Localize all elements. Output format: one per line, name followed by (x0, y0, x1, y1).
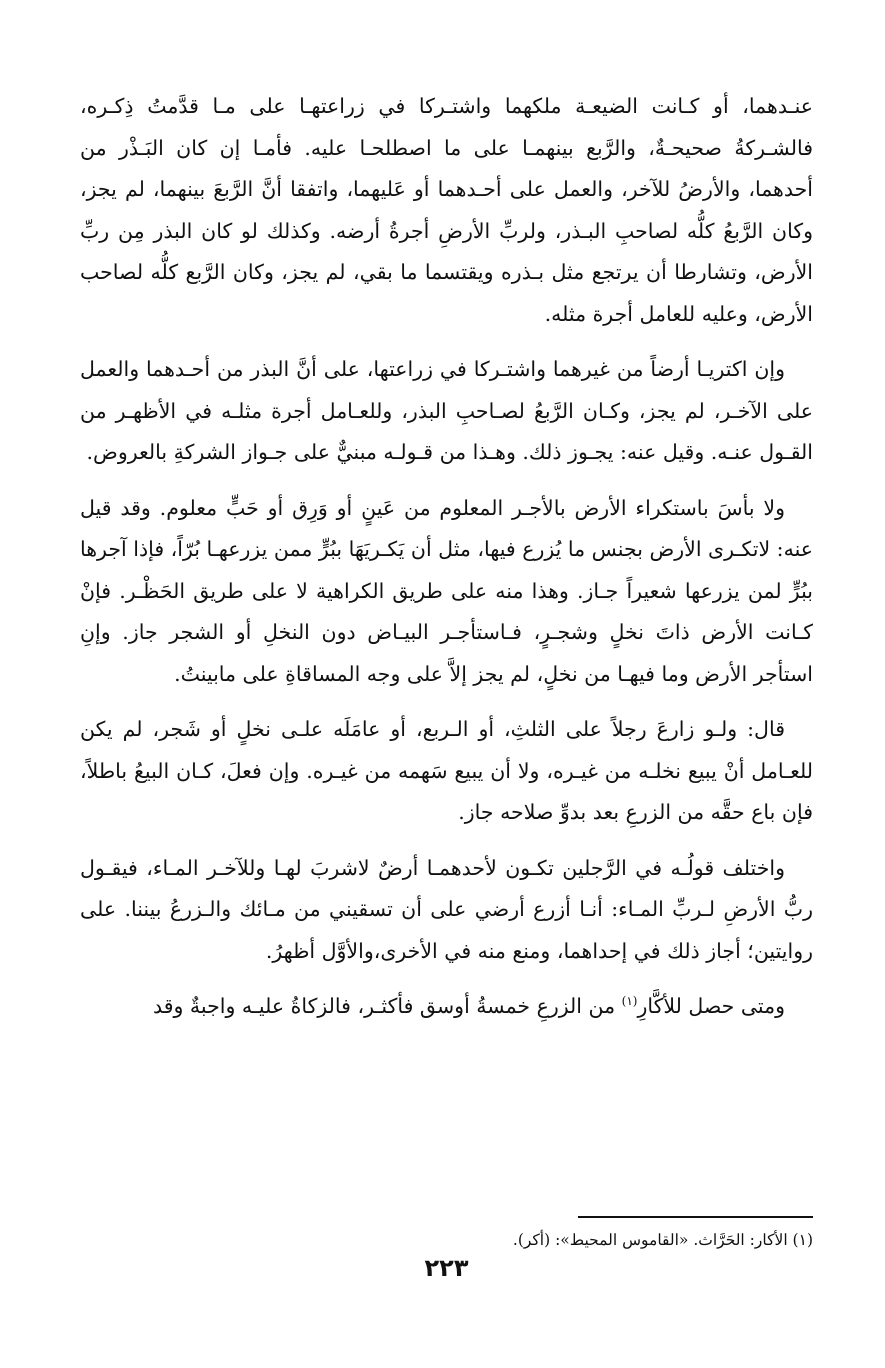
paragraph-5: واختلف قولُـه في الرَّجلين تكـون لأحدهمـا أرضٌ لاشربَ لهـا وللآخـر المـاء، فيقـول ربُّ الأرضِ لـربِّ المـاء: أنـا أزرع أرضي على أن تسقيني من مـائك والـزرعُ بيننا. على روايتين؛ أجاز ذلك في إحداهما، ومنع منه في الأخرى،والأوَّل أظهرُ. (80, 855, 813, 963)
main-text (80, 86, 813, 1028)
book-page (80, 86, 813, 1368)
page-number: ٢٢٣ (424, 1254, 469, 1282)
paragraph-2: وإن اكتريـا أرضاً من غيرهما واشتـركا في زراعتها، على أنَّ البذر من أحـدهما والعمل على الآخـر، لم يجز، وكـان الرَّبعُ لصـاحبِ البذر، وللعـامل أجرة مثلـه في الأظهـر من القـول عنـه. وقيل عنه: يجـوز ذلك. وهـذا من قـولـه مبنيٌّ على جـواز الشركةِ بالعروض. (80, 357, 813, 464)
paragraph-6 (80, 986, 813, 1028)
paragraph-4: قال: ولـو زارعَ رجلاً على الثلثِ، أو الـربع، أو عامَلَه علـى نخلٍ أو شَجر، لم يكن للعـامل أنْ يبيع نخلـه من غيـره، ولا أن يبيع سَهمه من غيـره. وإن فعلَ، كـان البيعُ باطلاً، فإن باع حقَّه من الزرعِ بعد بدوِّ صلاحه جاز. (80, 717, 813, 824)
paragraph-6-tail: من الزرعِ خمسةُ أوسق فأكثـر، فالزكاةُ عليـه واجبةٌ وقد (152, 994, 622, 1018)
paragraph-6-start: ومتى حصل للأكَّارِ (637, 994, 785, 1018)
footnote-divider (578, 1216, 813, 1218)
paragraph-1: عنـدهما، أو كـانت الضيعـة ملكهما واشتـركا في زراعتهـا على مـا قدَّمتُ ذِكـره، فالشـركةُ صحيحـةٌ، والرَّبع بينهمـا على ما اصطلحـا عليه. فأمـا إن كان البَـذْر من أحدهما، والأرضُ للآخر، والعمل على أحـدهما أو عَليهما، واتفقا أنَّ الرَّبعَ بينهما، لم يجز، وكان الرَّبعُ كلُّه لصاحبِ البـذر، ولربِّ الأرضِ أجرةُ أرضه. وكذلك لو كان البذر مِن ربِّ الأرض، وتشارطا أن يرتجع مثل بـذره ويقتسما ما بقي، لم يجز، وكان الرَّبع كلُّه لصاحب الأرض، وعليه للعامل أجرة مثله. (80, 94, 813, 326)
footnote: (١) الأكار: الحَرَّاث. «القاموس المحيط»: (أكر). (512, 1231, 813, 1249)
footnote-reference: (١) (621, 994, 638, 1009)
paragraph-3: ولا بأسَ باستكراء الأرض بالأجـر المعلوم من عَينٍ أو وَرِق أو حَبٍّ معلوم. وقد قيل عنه: لاتكـرى الأرض بجنس ما يُزرع فيها، مثل أن يَكـريَهَا ببُرٍّ ممن يزرعهـا بُرّاً، فإذا آجرها ببُرٍّ لمن يزرعها شعيراً جـاز. وهذا منه على طريق الكراهية لا على طريق الحَظْـر. فإنْ كـانت الأرض ذاتَ نخلٍ وشجـرٍ، فـاستأجـر البيـاض دون النخلِ أو الشجر جاز. وإنِ استأجر الأرض وما فيهـا من نخلٍ، لم يجز إلاَّ على وجه المساقاةِ على مابينتُ. (80, 495, 813, 686)
